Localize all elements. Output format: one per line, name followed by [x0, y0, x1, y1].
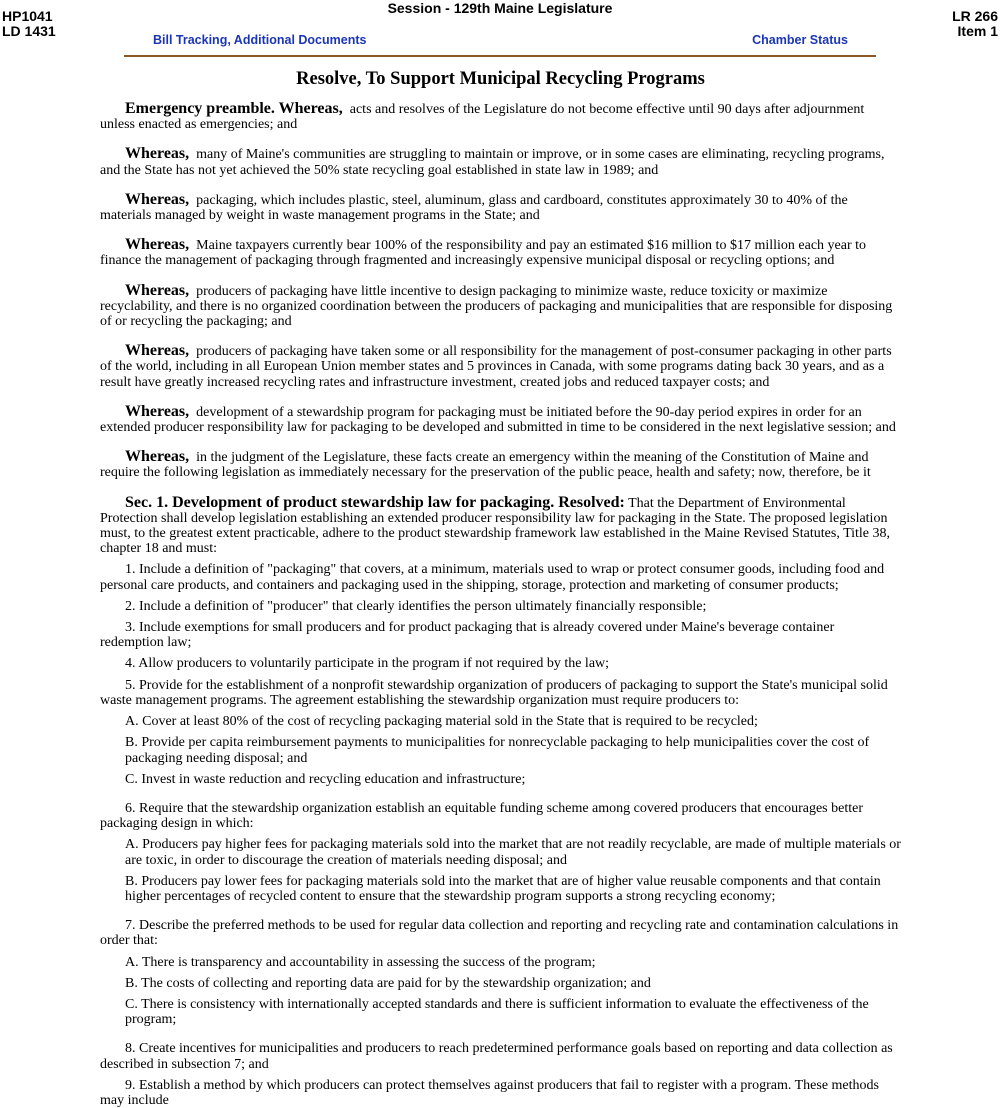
house-paper-number: HP1041: [2, 8, 53, 24]
numbered-item: 1. Include a definition of "packaging" that covers, at a minimum, materials used to wrap or protect consumer goods, including food and personal care products, and containers and packaging used in the shipping, storage, protection and marketing of consumer products;: [100, 562, 885, 593]
section-text: That the Department of Environmental Protection shall develop legislation establishing an extended producer responsibility law for packaging in the State. The proposed legislation must, to the greatest extent practicable, adhere to the product stewardship framework law established in the Maine Revised Statutes, Title 38, chapter 18 and must:: [100, 495, 891, 557]
paragraph-lead: Whereas,: [125, 236, 190, 254]
paragraph-lead: Whereas,: [125, 190, 190, 208]
bill-title: Resolve, To Support Municipal Recycling Programs: [296, 69, 705, 89]
numbered-item: 6. Require that the stewardship organization establish an equitable funding scheme among covered producers that encourages better packaging design in which:: [100, 800, 863, 832]
document-ids-right: [952, 9, 998, 39]
paragraph-text: Maine taxpayers currently bear 100% of the responsibility and pay an estimated $16 million to $17 million each year to finance the management of packaging through fragmented and increasingly expensive municipal disposal or recycling options; and: [100, 238, 867, 269]
paragraph-text: packaging, which includes plastic, steel, aluminum, glass and cardboard, constitutes approximately 30 to 40% of the materials managed by weight in waste management programs in the State; and: [100, 192, 848, 224]
numbered-item: 3. Include exemptions for small producers and for product packaging that is already covered under Maine's beverage container redemption law;: [100, 620, 835, 651]
preamble-paragraph: [100, 146, 901, 177]
paragraph-lead: Whereas,: [125, 145, 190, 163]
preamble-paragraph: [100, 237, 901, 268]
paragraph-lead: Emergency preamble. Whereas,: [125, 100, 343, 117]
lettered-subitem: C. Invest in waste reduction and recycling education and infrastructure;: [125, 771, 526, 787]
paragraph-text: many of Maine's communities are struggling to maintain or improve, or in some cases are eliminating, recycling programs, and the State has not yet achieved the 50% state recycling goal established in state law in 1989; and: [100, 147, 885, 178]
numbered-item: 5. Provide for the establishment of a nonprofit stewardship organization of producers of packaging to support the State's municipal solid waste management programs. The agreement establishing the stewardship organization must require producers to:: [100, 677, 888, 708]
preamble-paragraph: [100, 192, 901, 223]
chamber-status-link[interactable]: Chamber Status: [752, 33, 848, 47]
numbered-item: 2. Include a definition of "producer" that clearly identifies the person ultimately financially responsible;: [125, 598, 707, 614]
section-heading: Sec. 1. Development of product stewardship law for packaging. Resolved:: [125, 493, 625, 511]
paragraph-lead: Whereas,: [125, 342, 190, 360]
numbered-item: 8. Create incentives for municipalities and producers to reach predetermined performance goals based on reporting and data collection as described in subsection 7; and: [100, 1041, 893, 1072]
paragraph-text: in the judgment of the Legislature, these facts create an emergency within the meaning of the Constitution of Maine and require the following legislation as immediately necessary for the preservation of the public peace, health and safety; now, therefore, be it: [100, 450, 871, 481]
paragraph-lead: Whereas,: [125, 402, 190, 420]
preamble-paragraph: [100, 343, 901, 390]
bill-tracking-link[interactable]: Bill Tracking, Additional Documents: [153, 33, 367, 47]
paragraph-text: producers of packaging have little incentive to design packaging to minimize waste, reduce toxicity or maximize recyclability, and there is no organized coordination between the producers of packaging and municipalities that are responsible for disposing of or recycling the packaging; and: [100, 283, 893, 330]
lettered-subitem: B. Provide per capita reimbursement payments to municipalities for nonrecyclable packaging to help municipalities cover the cost of packaging needing disposal; and: [125, 735, 870, 766]
lettered-subitem: A. Cover at least 80% of the cost of recycling packaging material sold in the State that is required to be recycled;: [125, 714, 758, 730]
item-number: Item 1: [957, 23, 998, 39]
paragraph-lead: Whereas,: [125, 281, 190, 299]
numbered-item: 7. Describe the preferred methods to be used for regular data collection and reporting and recycling rate and contamination calculations in order that:: [100, 918, 899, 949]
section-1-paragraph: [100, 495, 901, 557]
numbered-item: 4. Allow producers to voluntarily participate in the program if not required by the law;: [125, 656, 610, 672]
lettered-subitem: C. There is consistency with internationally accepted standards and there is sufficient information to evaluate the effectiveness of the program;: [125, 996, 869, 1028]
bill-text: [100, 68, 901, 1108]
preamble-paragraph: [100, 283, 901, 330]
header-divider: [124, 55, 876, 57]
paragraph-text: acts and resolves of the Legislature do not become effective until 90 days after adjournment unless enacted as emergencies; and: [100, 102, 865, 133]
lettered-subitem: B. The costs of collecting and reporting data are paid for by the stewardship organization; and: [125, 975, 651, 991]
lettered-subitem: B. Producers pay lower fees for packaging materials sold into the market that are of higher value reusable components and that contain higher percentages of recycled content to ensure that the stewardship program supports a strong recycling economy;: [125, 873, 881, 904]
paragraph-text: development of a stewardship program for packaging must be initiated before the 90-day period expires in order for an extended producer responsibility law for packaging to be developed and submitted in time to be considered in the next legislative session; and: [100, 404, 896, 436]
paragraph-text: producers of packaging have taken some or all responsibility for the management of post-consumer packaging in other parts of the world, including in all European Union member states and 5 provinces in Canada, with some programs dating back 30 years, and as a result have greatly increased recycling rates and infrastructure investment, created jobs and reduced taxpayer costs; and: [100, 344, 892, 390]
paragraph-lead: Whereas,: [125, 448, 190, 466]
session-title: Session - 129th Maine Legislature: [387, 0, 613, 16]
lettered-subitem: A. There is transparency and accountability in assessing the success of the program;: [125, 954, 596, 970]
numbered-item: 9. Establish a method by which producers can protect themselves against producers that fail to register with a program. These methods may include: [100, 1077, 879, 1108]
ld-number: LD 1431: [2, 23, 56, 39]
lr-number: LR 266: [952, 8, 998, 24]
preamble-paragraph: [100, 101, 901, 132]
preamble-paragraph: [100, 404, 901, 435]
preamble-paragraph: [100, 449, 901, 480]
lettered-subitem: A. Producers pay higher fees for packaging materials sold into the market that are not readily recyclable, are made of multiple materials or are toxic, in order to discourage the creation of materials needing disposal; and: [125, 837, 901, 868]
